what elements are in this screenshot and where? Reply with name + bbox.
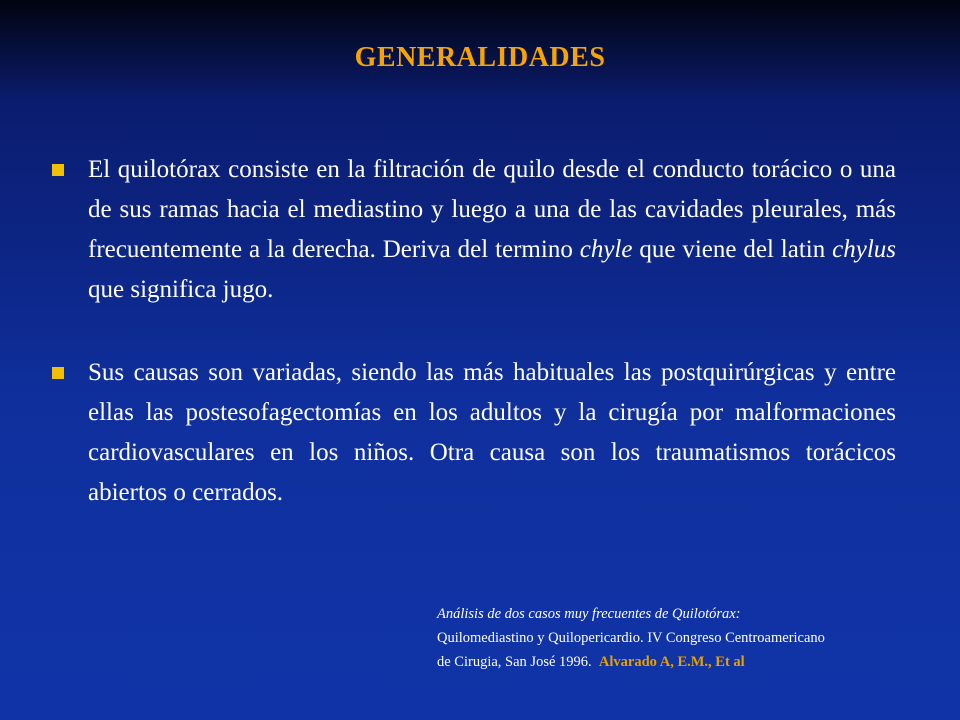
bullet-item [52, 353, 896, 513]
reference-title: Análisis de dos casos muy frecuentes de Quilotórax: [437, 606, 741, 622]
square-bullet-icon [52, 367, 64, 379]
reference-line: Quilomediastino y Quilopericardio. IV Congreso Centroamericano [437, 630, 825, 646]
italic-term-chyle: chyle [579, 236, 633, 263]
bullet-text-part: que viene del latin [632, 236, 833, 263]
italic-term-chylus: chylus [832, 236, 896, 263]
reference-citation [437, 602, 937, 674]
slide-title: GENERALIDADES [354, 42, 606, 73]
bullet-text [88, 150, 896, 310]
square-bullet-icon [52, 164, 64, 176]
bullet-text-part: El quilotórax consiste en la filtración de quilo desde el conducto torácico o una de sus ramas hacia el mediastino y luego a una de las cavidades pleurales, más frecuentemente a la derecha. Deriva del termino [88, 156, 896, 263]
bullet-text-part: que significa jugo. [88, 276, 274, 303]
bullet-text: Sus causas son variadas, siendo las más habituales las postquirúrgicas y entre ellas las postesofagectomías en los adultos y la cirugía por malformaciones cardiovasculares en los niños. Otra causa son los traumatismos torácicos abiertos o cerrados. [88, 359, 896, 506]
reference-author: Alvarado A, E.M., Et al [598, 654, 745, 670]
bullet-item [52, 150, 896, 310]
reference-line: de Cirugia, San José 1996. [437, 654, 592, 670]
